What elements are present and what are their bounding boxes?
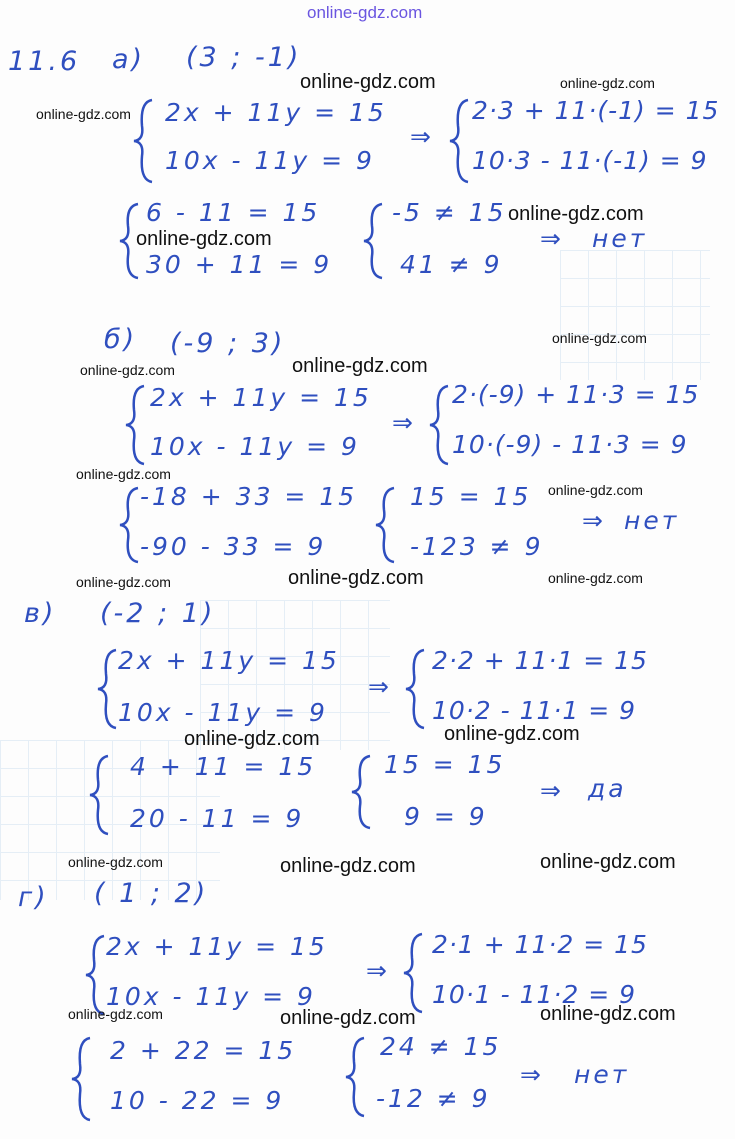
part-b-answer: нет	[624, 506, 680, 535]
part-v-sys-1: 2x + 11y = 15	[118, 646, 340, 675]
part-g-check-2: -12 ≠ 9	[376, 1084, 491, 1113]
watermark: online-gdz.com	[76, 466, 171, 482]
watermark: online-gdz.com	[540, 1003, 676, 1025]
part-a-label: а)	[112, 44, 146, 75]
watermark: online-gdz.com	[288, 567, 424, 589]
watermark: online-gdz.com	[136, 228, 272, 250]
grid-patch	[560, 250, 710, 380]
part-v-label: в)	[24, 598, 57, 629]
brace-icon	[344, 1034, 368, 1120]
brace-icon	[118, 484, 142, 566]
part-a-arrow-1: ⇒	[410, 122, 434, 151]
watermark: online-gdz.com	[36, 106, 131, 122]
part-b-calc-1: -18 + 33 = 15	[140, 482, 358, 511]
brace-icon	[88, 752, 112, 838]
watermark: online-gdz.com	[300, 71, 436, 93]
part-g-subst-1: 2·1 + 11·2 = 15	[432, 930, 648, 959]
part-b-sys-1: 2x + 11y = 15	[150, 383, 372, 412]
part-g-subst-2: 10·1 - 11·2 = 9	[432, 980, 636, 1009]
watermark: online-gdz.com	[444, 723, 580, 745]
part-a-sys-2: 10x - 11y = 9	[165, 146, 375, 175]
watermark: online-gdz.com	[548, 570, 643, 586]
part-b-calc-2: -90 - 33 = 9	[140, 532, 327, 561]
part-a-sys-1: 2x + 11y = 15	[165, 98, 387, 127]
part-a-subst-1: 2·3 + 11·(-1) = 15	[472, 96, 720, 125]
part-a-calc-1: 6 - 11 = 15	[146, 198, 321, 227]
brace-icon	[132, 96, 156, 186]
part-b-subst-2: 10·(-9) - 11·3 = 9	[452, 430, 688, 459]
brace-icon	[70, 1034, 94, 1124]
part-g-point: ( 1 ; 2)	[94, 878, 209, 909]
part-a-subst-2: 10·3 - 11·(-1) = 9	[472, 146, 708, 175]
part-a-answer: нет	[592, 224, 648, 253]
part-b-label: б)	[104, 324, 138, 355]
brace-icon	[96, 646, 120, 732]
part-v-point: (-2 ; 1)	[100, 598, 216, 629]
part-g-calc-2: 10 - 22 = 9	[110, 1086, 285, 1115]
part-g-arrow-2: ⇒	[520, 1060, 544, 1089]
part-a-calc-2: 30 + 11 = 9	[146, 250, 333, 279]
brace-icon	[404, 646, 428, 732]
brace-icon	[124, 382, 148, 468]
part-a-check-2: 41 ≠ 9	[400, 250, 503, 279]
brace-icon	[402, 930, 426, 1016]
part-b-subst-1: 2·(-9) + 11·3 = 15	[452, 380, 700, 409]
part-a-check-1: -5 ≠ 15	[392, 198, 507, 227]
watermark: online-gdz.com	[80, 362, 175, 378]
part-g-check-1: 24 ≠ 15	[380, 1032, 502, 1061]
part-b-sys-2: 10x - 11y = 9	[150, 432, 360, 461]
part-a-arrow-2: ⇒	[540, 224, 564, 253]
part-b-arrow-1: ⇒	[392, 408, 416, 437]
watermark: online-gdz.com	[280, 855, 416, 877]
part-g-calc-1: 2 + 22 = 15	[110, 1036, 297, 1065]
watermark: online-gdz.com	[292, 355, 428, 377]
watermark: online-gdz.com	[560, 75, 655, 91]
part-v-check-2: 9 = 9	[404, 802, 488, 831]
watermark: online-gdz.com	[184, 728, 320, 750]
part-v-calc-1: 4 + 11 = 15	[130, 752, 317, 781]
watermark: online-gdz.com	[508, 203, 644, 225]
brace-icon	[374, 484, 398, 566]
brace-icon	[448, 96, 472, 186]
part-v-check-1: 15 = 15	[384, 750, 506, 779]
part-g-sys-2: 10x - 11y = 9	[106, 982, 316, 1011]
watermark: online-gdz.com	[76, 574, 171, 590]
part-g-arrow-1: ⇒	[366, 956, 390, 985]
watermark: online-gdz.com	[552, 330, 647, 346]
part-v-subst-2: 10·2 - 11·1 = 9	[432, 696, 636, 725]
part-v-subst-1: 2·2 + 11·1 = 15	[432, 646, 648, 675]
brace-icon	[362, 200, 386, 282]
part-b-check-1: 15 = 15	[410, 482, 532, 511]
part-v-arrow-2: ⇒	[540, 776, 564, 805]
part-g-label: г)	[18, 882, 49, 913]
watermark: online-gdz.com	[280, 1007, 416, 1029]
watermark: online-gdz.com	[68, 1006, 163, 1022]
part-a-point: (3 ; -1)	[186, 42, 302, 73]
part-v-calc-2: 20 - 11 = 9	[130, 804, 305, 833]
watermark: online-gdz.com	[68, 854, 163, 870]
part-b-arrow-2: ⇒	[582, 506, 606, 535]
part-v-arrow-1: ⇒	[368, 672, 392, 701]
part-v-sys-2: 10x - 11y = 9	[118, 698, 328, 727]
brace-icon	[428, 382, 452, 468]
watermark: online-gdz.com	[548, 482, 643, 498]
part-g-answer: нет	[574, 1060, 630, 1089]
watermark: online-gdz.com	[540, 851, 676, 873]
watermark-top: online-gdz.com	[307, 3, 423, 22]
problem-number: 11.6	[8, 46, 81, 77]
part-b-point: (-9 ; 3)	[170, 328, 286, 359]
part-g-sys-1: 2x + 11y = 15	[106, 932, 328, 961]
brace-icon	[350, 752, 374, 832]
part-v-answer: да	[588, 774, 627, 803]
part-b-check-2: -123 ≠ 9	[410, 532, 544, 561]
